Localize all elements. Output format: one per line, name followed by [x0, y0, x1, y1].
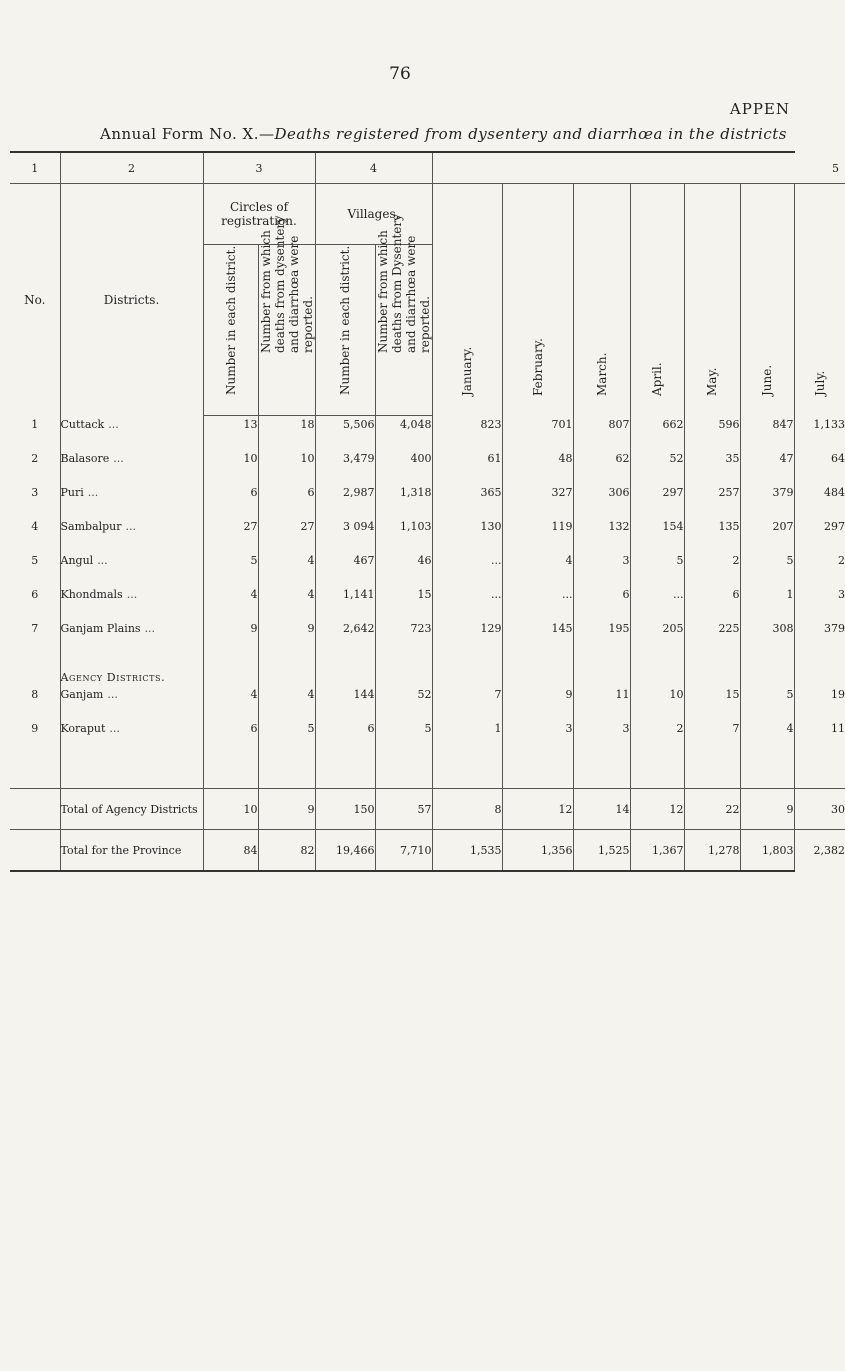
deaths-march: 14: [573, 789, 630, 830]
table-row: [10, 720, 845, 754]
header-circles: Circles of registration.: [203, 184, 315, 245]
circles-count: 9: [203, 620, 258, 654]
deaths-july: 11: [794, 720, 845, 754]
circles-count: 10: [203, 789, 258, 830]
leader-dots: ...: [108, 417, 119, 431]
row-number: 3: [31, 486, 39, 499]
deaths-april: 52: [630, 450, 684, 484]
deaths-january: 8: [432, 789, 502, 830]
district-name: Ganjam Plains: [60, 622, 141, 635]
villages-count: 19,466: [315, 830, 375, 871]
deaths-july: 2,382: [794, 830, 845, 871]
deaths-april: 662: [630, 416, 684, 451]
total-label: Total for the Province: [60, 830, 203, 871]
villages-count: 150: [315, 789, 375, 830]
deaths-march: 1,525: [573, 830, 630, 871]
villages-count: 5,506: [315, 416, 375, 451]
deaths-january: 1: [432, 720, 502, 754]
header-july: July.: [794, 184, 845, 416]
deaths-february: ...: [502, 586, 573, 620]
leader-dots: ...: [87, 486, 99, 499]
header-april: April.: [630, 184, 684, 416]
deaths-february: 119: [502, 518, 573, 552]
row-number: 6: [31, 588, 39, 601]
row-number: [10, 830, 60, 871]
deaths-march: 11: [573, 686, 630, 720]
deaths-april: 2: [630, 720, 684, 754]
villages-count: 2,642: [315, 620, 375, 654]
table-row: [10, 518, 845, 552]
deaths-april: ...: [630, 586, 684, 620]
deaths-february: 327: [502, 484, 573, 518]
circles-count: 6: [203, 720, 258, 754]
row-number: 1: [31, 417, 39, 431]
villages-reported: 52: [375, 686, 432, 720]
district-name: Koraput: [60, 722, 106, 735]
circles-count: 10: [203, 450, 258, 484]
form-title: [100, 125, 787, 143]
deaths-may: 225: [684, 620, 740, 654]
deaths-june: 9: [740, 789, 794, 830]
deaths-january: 61: [432, 450, 502, 484]
circles-reported: 4: [258, 586, 315, 620]
appendix-heading: APPEN: [729, 100, 790, 118]
villages-reported: 57: [375, 789, 432, 830]
deaths-june: 4: [740, 720, 794, 754]
deaths-february: 701: [502, 416, 573, 451]
deaths-june: 1,803: [740, 830, 794, 871]
deaths-july: 19: [794, 686, 845, 720]
leader-dots: ...: [113, 452, 124, 465]
villages-reported: 1,318: [375, 484, 432, 518]
agency-rows: [10, 686, 845, 754]
deaths-march: 62: [573, 450, 630, 484]
table-row: [10, 686, 845, 720]
circles-reported: 18: [258, 416, 315, 451]
villages-count: 144: [315, 686, 375, 720]
villages-reported: 15: [375, 586, 432, 620]
circles-count: 5: [203, 552, 258, 586]
deaths-july: 3: [794, 586, 845, 620]
deaths-march: 132: [573, 518, 630, 552]
district-name: Angul: [60, 554, 94, 567]
deaths-may: 7: [684, 720, 740, 754]
circles-count: 4: [203, 686, 258, 720]
table-row: [10, 484, 845, 518]
table-row: [10, 450, 845, 484]
district-cell: [60, 484, 203, 518]
leader-dots: ...: [126, 588, 138, 601]
villages-count: 467: [315, 552, 375, 586]
deaths-january: 129: [432, 620, 502, 654]
deaths-march: 195: [573, 620, 630, 654]
circles-reported: 6: [258, 484, 315, 518]
deaths-june: 47: [740, 450, 794, 484]
deaths-may: 1,278: [684, 830, 740, 871]
form-title-italic: Deaths registered from dysentery and diarrhœa in the districts: [274, 125, 787, 143]
deaths-may: 35: [684, 450, 740, 484]
circles-count: 6: [203, 484, 258, 518]
row-number: 5: [31, 554, 39, 567]
district-cell: [60, 586, 203, 620]
deaths-july: 484: [794, 484, 845, 518]
deaths-february: 48: [502, 450, 573, 484]
deaths-april: 154: [630, 518, 684, 552]
header-districts: Districts.: [60, 184, 203, 416]
header-villages-number: Number in each district.: [315, 245, 375, 416]
colnum-3: 3: [203, 153, 315, 184]
district-name: Ganjam: [60, 688, 104, 701]
deaths-february: 12: [502, 789, 573, 830]
deaths-june: 379: [740, 484, 794, 518]
villages-reported: 7,710: [375, 830, 432, 871]
district-cell: [60, 720, 203, 754]
header-villages: Villages.: [315, 184, 432, 245]
table-row: [10, 586, 845, 620]
district-name: Cuttack: [60, 417, 105, 431]
deaths-february: 9: [502, 686, 573, 720]
deaths-january: 1,535: [432, 830, 502, 871]
deaths-january: ...: [432, 586, 502, 620]
deaths-march: 306: [573, 484, 630, 518]
table-row: [10, 552, 845, 586]
header-may: May.: [684, 184, 740, 416]
deaths-january: 823: [432, 416, 502, 451]
row-number: 8: [31, 688, 39, 701]
deaths-june: 308: [740, 620, 794, 654]
deaths-july: 64: [794, 450, 845, 484]
villages-count: 3,479: [315, 450, 375, 484]
deaths-may: 22: [684, 789, 740, 830]
villages-count: 3 094: [315, 518, 375, 552]
spacer-row: [10, 754, 845, 789]
villages-reported: 46: [375, 552, 432, 586]
circles-reported: 4: [258, 686, 315, 720]
circles-reported: 9: [258, 620, 315, 654]
deaths-may: 257: [684, 484, 740, 518]
header-no: No.: [24, 292, 46, 307]
district-cell: [60, 552, 203, 586]
colnum-2: 2: [60, 153, 203, 184]
deaths-june: 5: [740, 686, 794, 720]
deaths-march: 6: [573, 586, 630, 620]
header-june: June.: [740, 184, 794, 416]
district-name: Sambalpur: [60, 520, 122, 533]
colnum-5: 5: [432, 153, 845, 184]
deaths-june: 207: [740, 518, 794, 552]
district-name: Puri: [60, 486, 84, 499]
leader-dots: ...: [97, 554, 108, 567]
header-february: February.: [502, 184, 573, 416]
villages-reported: 723: [375, 620, 432, 654]
deaths-april: 5: [630, 552, 684, 586]
leader-dots: ...: [107, 688, 118, 701]
header-circles-reported: Number from which deaths from dysentery and diarrhœa were reported.: [258, 245, 315, 416]
total-rows: [10, 789, 845, 871]
circles-reported: 82: [258, 830, 315, 871]
deaths-january: 130: [432, 518, 502, 552]
district-cell: [60, 620, 203, 654]
circles-reported: 9: [258, 789, 315, 830]
circles-reported: 10: [258, 450, 315, 484]
total-label: Total of Agency Districts: [60, 789, 203, 830]
circles-count: 4: [203, 586, 258, 620]
leader-dots: ...: [144, 622, 156, 635]
deaths-july: 2: [794, 552, 845, 586]
leader-dots: ...: [125, 520, 137, 533]
deaths-may: 2: [684, 552, 740, 586]
deaths-march: 3: [573, 720, 630, 754]
district-rows: [10, 416, 845, 655]
deaths-april: 205: [630, 620, 684, 654]
circles-reported: 5: [258, 720, 315, 754]
deaths-april: 12: [630, 789, 684, 830]
page-number: 76: [389, 64, 411, 84]
total-row: [10, 789, 845, 830]
deaths-may: 596: [684, 416, 740, 451]
villages-count: 6: [315, 720, 375, 754]
district-cell: [60, 686, 203, 720]
district-name: Khondmals: [60, 588, 123, 601]
total-row: [10, 830, 845, 871]
form-title-prefix: Annual Form No. X.—: [100, 125, 275, 143]
deaths-may: 6: [684, 586, 740, 620]
column-number-row: [10, 153, 845, 184]
bottom-rule: [10, 870, 795, 872]
deaths-january: 365: [432, 484, 502, 518]
row-number: 4: [31, 520, 39, 533]
deaths-february: 145: [502, 620, 573, 654]
deaths-february: 4: [502, 552, 573, 586]
district-cell: [60, 450, 203, 484]
deaths-july: 297: [794, 518, 845, 552]
row-number: 7: [31, 622, 39, 635]
circles-reported: 4: [258, 552, 315, 586]
district-name: Balasore: [60, 452, 110, 465]
deaths-february: 3: [502, 720, 573, 754]
circles-reported: 27: [258, 518, 315, 552]
deaths-table: [10, 153, 845, 870]
deaths-march: 3: [573, 552, 630, 586]
header-january: January.: [432, 184, 502, 416]
circles-count: 13: [203, 416, 258, 451]
table-row: [10, 416, 845, 451]
leader-dots: ...: [109, 722, 120, 735]
deaths-june: 1: [740, 586, 794, 620]
colnum-1: 1: [10, 153, 60, 184]
header-march: March.: [573, 184, 630, 416]
deaths-july: 30: [794, 789, 845, 830]
header-villages-reported: Number from which deaths from Dysentery and diarrhœa were reported.: [375, 245, 432, 416]
deaths-april: 297: [630, 484, 684, 518]
table-row: [10, 620, 845, 654]
header-circles-number: Number in each district.: [203, 245, 258, 416]
villages-reported: 400: [375, 450, 432, 484]
villages-count: 2,987: [315, 484, 375, 518]
district-cell: [60, 518, 203, 552]
colnum-4: 4: [315, 153, 432, 184]
circles-count: 84: [203, 830, 258, 871]
villages-reported: 1,103: [375, 518, 432, 552]
deaths-june: 5: [740, 552, 794, 586]
deaths-june: 847: [740, 416, 794, 451]
district-cell: [60, 416, 203, 451]
row-number: 2: [31, 452, 39, 465]
deaths-july: 1,133: [794, 416, 845, 451]
deaths-january: ...: [432, 552, 502, 586]
deaths-july: 379: [794, 620, 845, 654]
villages-reported: 5: [375, 720, 432, 754]
deaths-may: 135: [684, 518, 740, 552]
villages-count: 1,141: [315, 586, 375, 620]
deaths-march: 807: [573, 416, 630, 451]
deaths-february: 1,356: [502, 830, 573, 871]
deaths-may: 15: [684, 686, 740, 720]
deaths-april: 1,367: [630, 830, 684, 871]
villages-reported: 4,048: [375, 416, 432, 451]
circles-count: 27: [203, 518, 258, 552]
row-number: [10, 789, 60, 830]
deaths-january: 7: [432, 686, 502, 720]
agency-heading: Agency Districts.: [60, 654, 203, 686]
deaths-april: 10: [630, 686, 684, 720]
agency-heading-row: [10, 654, 845, 686]
row-number: 9: [31, 722, 39, 735]
